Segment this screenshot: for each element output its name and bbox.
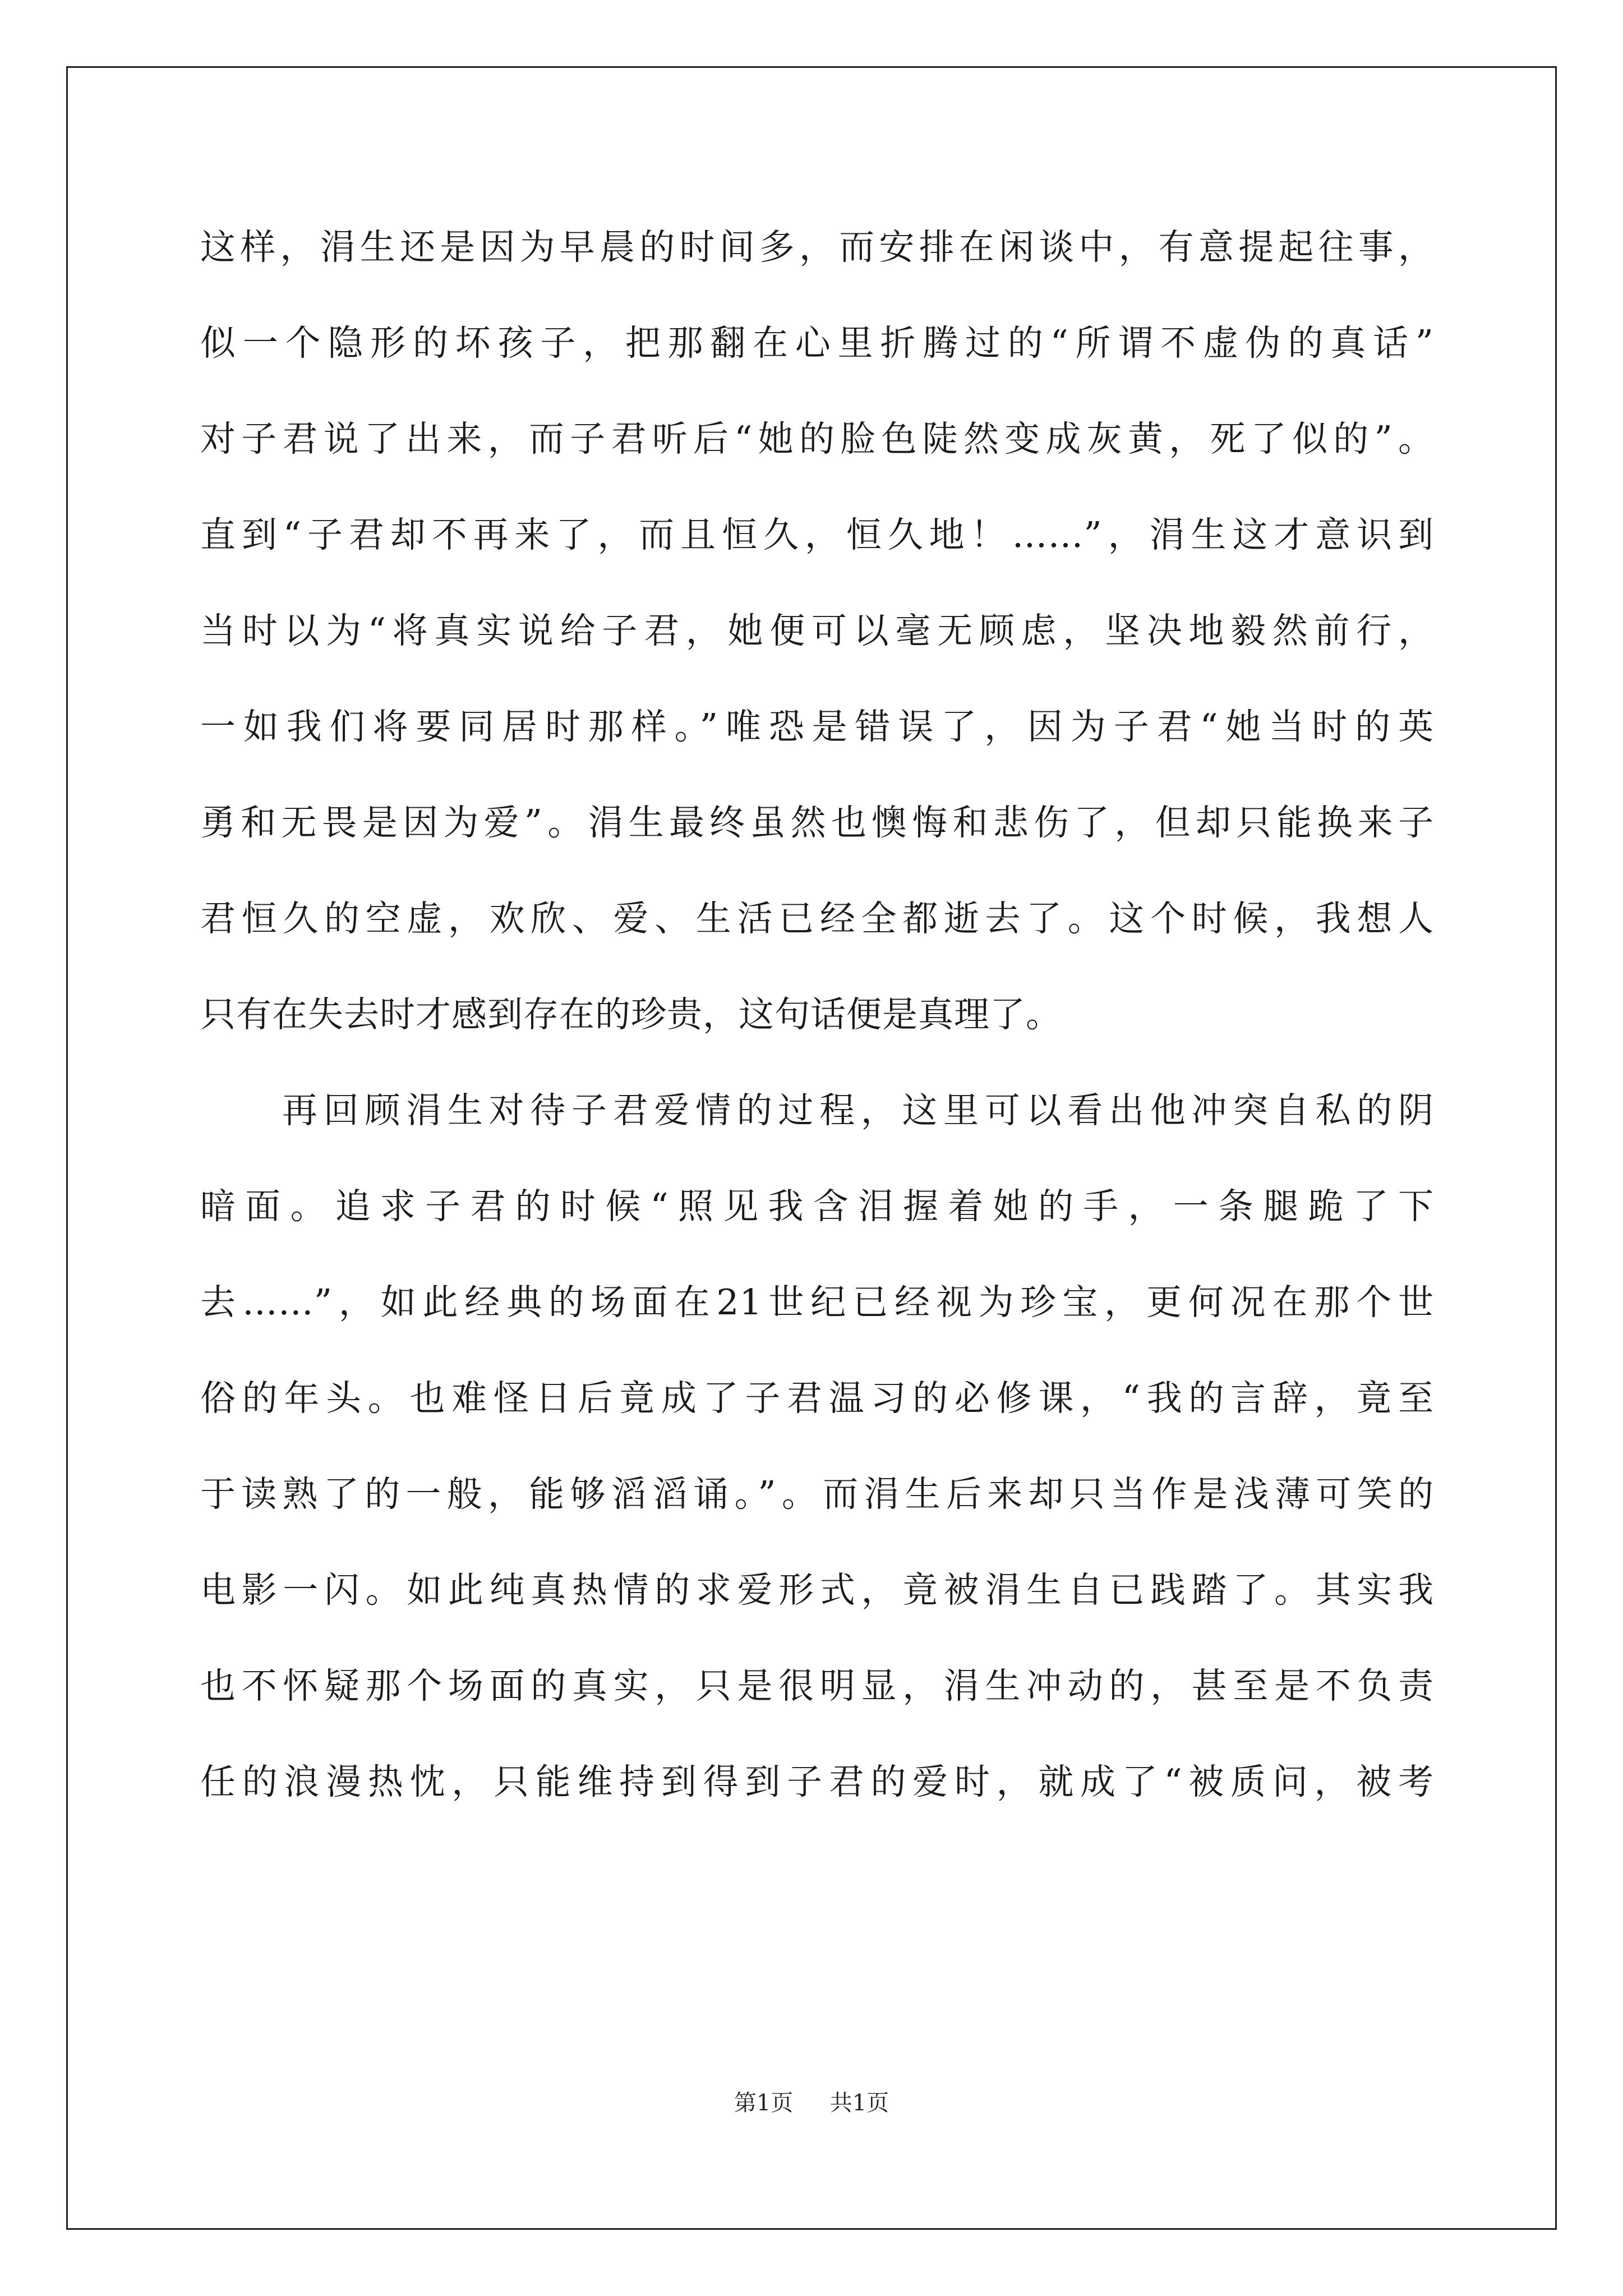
text-line: 直到“子君却不再来了，而且恒久，恒久地！……”，涓生这才意识到 xyxy=(200,514,1434,555)
page-number: 第1页 xyxy=(734,2090,794,2116)
body-text xyxy=(200,199,1434,1830)
text-line: 任的浪漫热忱，只能维持到得到子君的爱时，就成了“被质问，被考 xyxy=(200,1761,1434,1802)
text-line: 俗的年头。也难怪日后竟成了子君温习的必修课，“我的言辞，竟至 xyxy=(200,1378,1434,1419)
text-line: 也不怀疑那个场面的真实，只是很明显，涓生冲动的，甚至是不负责 xyxy=(200,1665,1434,1706)
page-total: 共1页 xyxy=(829,2090,889,2116)
text-line: 去……”，如此经典的场面在21世纪已经视为珍宝，更何况在那个世 xyxy=(200,1282,1434,1323)
text-line: 这样，涓生还是因为早晨的时间多，而安排在闲谈中，有意提起往事， xyxy=(200,227,1434,268)
paragraph-first-line: 再回顾涓生对待子君爱情的过程，这里可以看出他冲突自私的阴 xyxy=(282,1090,1434,1131)
text-line: 只有在失去时才感到存在的珍贵，这句话便是真理了。 xyxy=(200,994,1062,1035)
text-line: 当时以为“将真实说给子君，她便可以毫无顾虑，坚决地毅然前行， xyxy=(200,610,1434,651)
text-line: 对子君说了出来，而子君听后“她的脸色陡然变成灰黄，死了似的”。 xyxy=(200,418,1434,459)
text-line: 一如我们将要同居时那样。”唯恐是错误了，因为子君“她当时的英 xyxy=(200,706,1434,747)
text-line: 电影一闪。如此纯真热情的求爱形式，竟被涓生自已践踏了。其实我 xyxy=(200,1570,1434,1611)
text-line: 于读熟了的一般，能够滔滔诵。”。而涓生后来却只当作是浅薄可笑的 xyxy=(200,1474,1434,1515)
text-line: 勇和无畏是因为爱”。涓生最终虽然也懊悔和悲伤了，但却只能换来子 xyxy=(200,802,1434,843)
page-footer xyxy=(0,2085,1623,2117)
text-line: 暗面。追求子君的时候“照见我含泪握着她的手，一条腿跪了下 xyxy=(200,1186,1434,1227)
text-line: 君恒久的空虚，欢欣、爱、生活已经全都逝去了。这个时候，我想人 xyxy=(200,898,1434,939)
text-line: 似一个隐形的坏孩子，把那翻在心里折腾过的“所谓不虚伪的真话” xyxy=(200,323,1434,364)
